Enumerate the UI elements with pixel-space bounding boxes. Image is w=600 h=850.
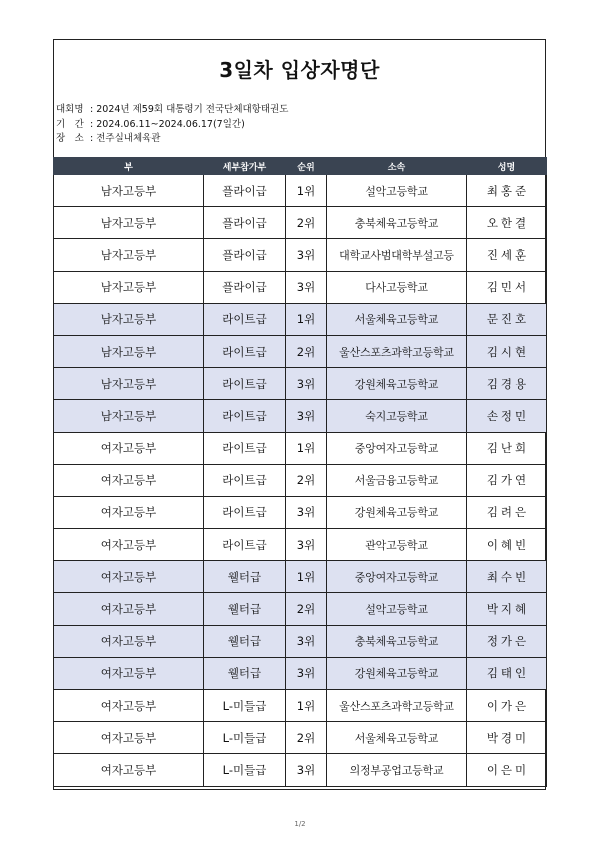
cell-name: 진세훈 <box>467 239 547 271</box>
table-row <box>54 432 547 464</box>
cell-division: 여자고등부 <box>54 496 204 528</box>
cell-name: 문진호 <box>467 303 547 335</box>
cell-name: 김난희 <box>467 432 547 464</box>
cell-division: 남자고등부 <box>54 207 204 239</box>
cell-school: 의정부공업고등학교 <box>327 754 467 786</box>
table-row <box>54 303 547 335</box>
header-school: 소속 <box>327 158 467 175</box>
cell-division: 여자고등부 <box>54 625 204 657</box>
cell-name: 이가은 <box>467 690 547 722</box>
cell-rank: 3위 <box>286 625 327 657</box>
cell-category: 라이트급 <box>204 303 286 335</box>
table-row <box>54 368 547 400</box>
cell-category: 웰터급 <box>204 593 286 625</box>
cell-school: 설악고등학교 <box>327 175 467 207</box>
cell-category: 라이트급 <box>204 400 286 432</box>
cell-division: 남자고등부 <box>54 303 204 335</box>
info-row-period: 기 간 : 2024.06.11~2024.06.17(7일간) <box>56 118 288 133</box>
cell-school: 서울체육고등학교 <box>327 722 467 754</box>
table-row <box>54 271 547 303</box>
info-value: 2024.06.11~2024.06.17(7일간) <box>96 118 245 130</box>
table-row <box>54 529 547 561</box>
info-value: 전주실내체육관 <box>96 133 161 144</box>
cell-rank: 3위 <box>286 239 327 271</box>
header-name: 성명 <box>467 158 547 175</box>
cell-division: 남자고등부 <box>54 400 204 432</box>
cell-school: 강원체육고등학교 <box>327 657 467 689</box>
cell-rank: 3위 <box>286 368 327 400</box>
cell-school: 관악고등학교 <box>327 529 467 561</box>
page-title: 3일차 입상자명단 <box>219 58 380 82</box>
cell-name: 박지혜 <box>467 593 547 625</box>
cell-category: 플라이급 <box>204 207 286 239</box>
cell-category: L-미들급 <box>204 722 286 754</box>
info-label: 대회명 <box>56 104 84 115</box>
cell-school: 강원체육고등학교 <box>327 368 467 400</box>
cell-category: 플라이급 <box>204 175 286 207</box>
cell-rank: 2위 <box>286 207 327 239</box>
info-value: 2024년 제59회 대통령기 전국단체대항태권도 <box>96 104 289 115</box>
cell-rank: 3위 <box>286 496 327 528</box>
winners-table <box>53 157 547 787</box>
header-category: 세부참가부 <box>204 158 286 175</box>
table-row <box>54 625 547 657</box>
cell-division: 여자고등부 <box>54 529 204 561</box>
table-row <box>54 754 547 786</box>
cell-rank: 1위 <box>286 303 327 335</box>
cell-school: 대학교사범대학부설고등 <box>327 239 467 271</box>
table-row <box>54 335 547 367</box>
cell-name: 이은미 <box>467 754 547 786</box>
table-header-row <box>54 158 547 175</box>
cell-division: 여자고등부 <box>54 657 204 689</box>
cell-division: 여자고등부 <box>54 754 204 786</box>
page-number: 1/2 <box>294 820 306 828</box>
cell-name: 이혜빈 <box>467 529 547 561</box>
table-row <box>54 207 547 239</box>
cell-name: 최수빈 <box>467 561 547 593</box>
cell-division: 남자고등부 <box>54 368 204 400</box>
table-body <box>54 175 547 787</box>
cell-category: 웰터급 <box>204 657 286 689</box>
table-row <box>54 496 547 528</box>
cell-school: 중앙여자고등학교 <box>327 432 467 464</box>
cell-name: 김경용 <box>467 368 547 400</box>
cell-rank: 1위 <box>286 561 327 593</box>
table-row <box>54 657 547 689</box>
cell-division: 남자고등부 <box>54 335 204 367</box>
cell-division: 여자고등부 <box>54 593 204 625</box>
table-row <box>54 464 547 496</box>
cell-school: 충북체육고등학교 <box>327 625 467 657</box>
cell-name: 김려은 <box>467 496 547 528</box>
table-row <box>54 561 547 593</box>
cell-name: 김가연 <box>467 464 547 496</box>
cell-division: 여자고등부 <box>54 432 204 464</box>
cell-rank: 1위 <box>286 175 327 207</box>
table-row <box>54 690 547 722</box>
cell-school: 울산스포츠과학고등학교 <box>327 335 467 367</box>
cell-rank: 3위 <box>286 657 327 689</box>
cell-division: 여자고등부 <box>54 690 204 722</box>
cell-rank: 2위 <box>286 722 327 754</box>
cell-name: 김태인 <box>467 657 547 689</box>
cell-division: 여자고등부 <box>54 561 204 593</box>
cell-division: 여자고등부 <box>54 464 204 496</box>
results-sheet <box>53 39 546 790</box>
cell-category: 라이트급 <box>204 496 286 528</box>
cell-division: 남자고등부 <box>54 239 204 271</box>
cell-category: 웰터급 <box>204 561 286 593</box>
table-row <box>54 722 547 754</box>
cell-category: 플라이급 <box>204 239 286 271</box>
cell-rank: 2위 <box>286 464 327 496</box>
cell-division: 남자고등부 <box>54 271 204 303</box>
table-row <box>54 400 547 432</box>
cell-division: 남자고등부 <box>54 175 204 207</box>
cell-category: 플라이급 <box>204 271 286 303</box>
cell-school: 울산스포츠과학고등학교 <box>327 690 467 722</box>
info-row-venue: 장 소 : 전주실내체육관 <box>56 132 288 147</box>
table-row <box>54 593 547 625</box>
cell-school: 서울금융고등학교 <box>327 464 467 496</box>
cell-name: 손정민 <box>467 400 547 432</box>
cell-rank: 3위 <box>286 754 327 786</box>
cell-category: 웰터급 <box>204 625 286 657</box>
cell-school: 중앙여자고등학교 <box>327 561 467 593</box>
info-row-event: 대회명 : 2024년 제59회 대통령기 전국단체대항태권도 <box>56 103 288 118</box>
cell-category: 라이트급 <box>204 529 286 561</box>
table-row <box>54 239 547 271</box>
cell-school: 설악고등학교 <box>327 593 467 625</box>
cell-rank: 2위 <box>286 335 327 367</box>
event-info <box>56 103 288 147</box>
cell-category: L-미들급 <box>204 690 286 722</box>
cell-rank: 3위 <box>286 529 327 561</box>
cell-category: 라이트급 <box>204 335 286 367</box>
cell-name: 김민서 <box>467 271 547 303</box>
cell-school: 충북체육고등학교 <box>327 207 467 239</box>
info-label: 장 소 <box>56 133 84 144</box>
header-division: 부 <box>54 158 204 175</box>
cell-category: 라이트급 <box>204 368 286 400</box>
table-row <box>54 175 547 207</box>
cell-name: 김시현 <box>467 335 547 367</box>
cell-rank: 3위 <box>286 400 327 432</box>
info-label: 기 간 <box>56 118 84 130</box>
cell-school: 강원체육고등학교 <box>327 496 467 528</box>
cell-rank: 1위 <box>286 690 327 722</box>
cell-name: 오한결 <box>467 207 547 239</box>
cell-school: 다사고등학교 <box>327 271 467 303</box>
cell-name: 최홍준 <box>467 175 547 207</box>
header-rank: 순위 <box>286 158 327 175</box>
cell-category: L-미들급 <box>204 754 286 786</box>
cell-name: 정가은 <box>467 625 547 657</box>
cell-rank: 2위 <box>286 593 327 625</box>
cell-rank: 1위 <box>286 432 327 464</box>
cell-category: 라이트급 <box>204 464 286 496</box>
cell-name: 박경미 <box>467 722 547 754</box>
cell-school: 숙지고등학교 <box>327 400 467 432</box>
cell-rank: 3위 <box>286 271 327 303</box>
cell-school: 서울체육고등학교 <box>327 303 467 335</box>
cell-category: 라이트급 <box>204 432 286 464</box>
cell-division: 여자고등부 <box>54 722 204 754</box>
